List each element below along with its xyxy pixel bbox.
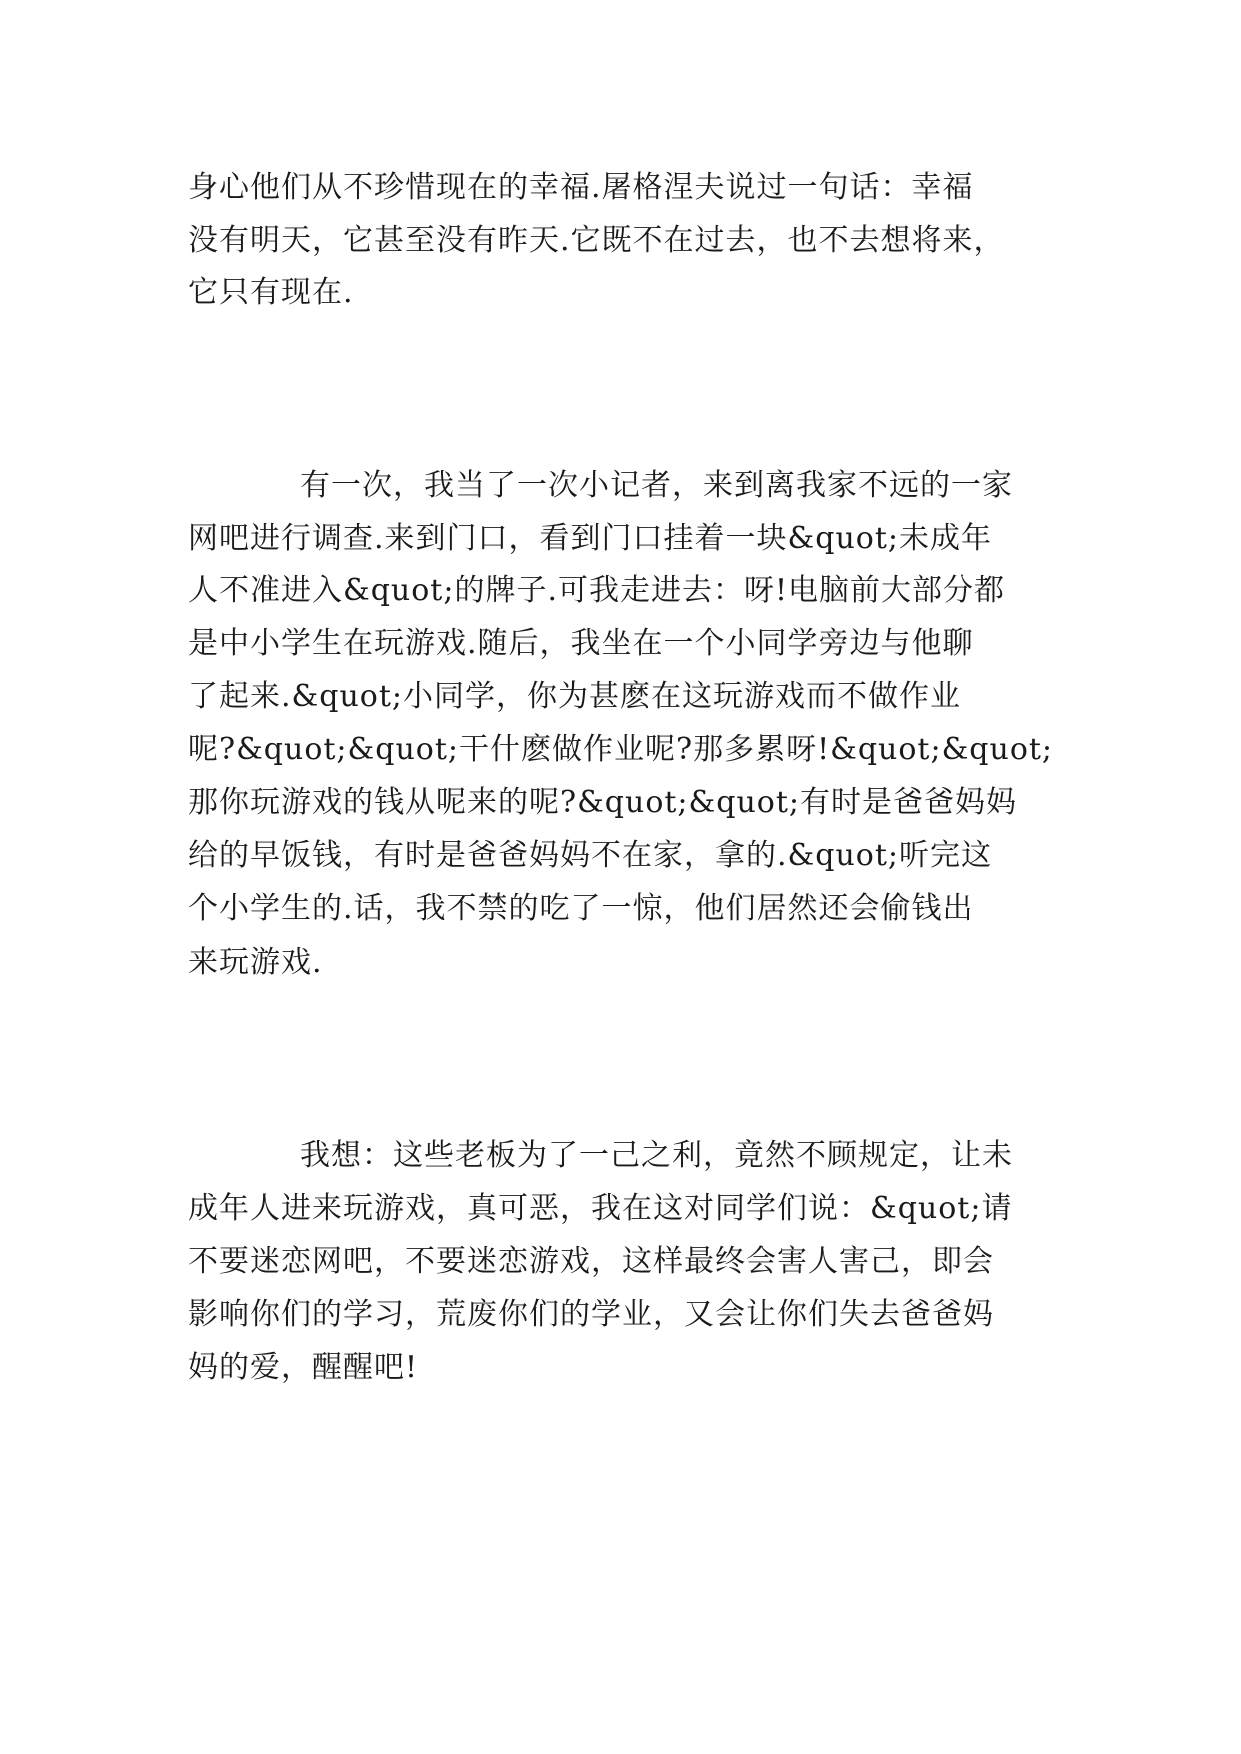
text-line: 有一次，我当了一次小记者，来到离我家不远的一家 xyxy=(300,468,1013,503)
text-line: 影响你们的学习，荒废你们的学业，又会让你们失去爸爸妈 xyxy=(188,1297,994,1332)
text-line: 不要迷恋网吧，不要迷恋游戏，这样最终会害人害己，即会 xyxy=(188,1244,994,1279)
text-line: 成年人进来玩游戏，真可恶，我在这对同学们说：&quot;请 xyxy=(188,1191,1013,1226)
text-line: 那你玩游戏的钱从呢来的呢?&quot;&quot;有时是爸爸妈妈 xyxy=(188,785,1017,820)
text-line: 是中小学生在玩游戏.随后，我坐在一个小同学旁边与他聊 xyxy=(188,626,974,661)
text-line: 个小学生的.话，我不禁的吃了一惊，他们居然还会偷钱出 xyxy=(188,891,974,926)
text-line: 呢?&quot;&quot;干什麽做作业呢?那多累呀!&quot;&quot; xyxy=(188,732,1054,767)
text-line: 来玩游戏. xyxy=(188,945,323,980)
text-line: 它只有现在. xyxy=(188,275,354,310)
text-line: 网吧进行调查.来到门口，看到门口挂着一块&quot;未成年 xyxy=(188,521,992,556)
text-line: 妈的爱，醒醒吧! xyxy=(188,1350,419,1385)
text-line: 了起来.&quot;小同学，你为甚麽在这玩游戏而不做作业 xyxy=(188,679,961,714)
text-line: 身心他们从不珍惜现在的幸福.屠格涅夫说过一句话：幸福 xyxy=(188,170,974,205)
text-line: 我想：这些老板为了一己之利，竟然不顾规定，让未 xyxy=(300,1138,1013,1173)
text-line: 给的早饭钱，有时是爸爸妈妈不在家，拿的.&quot;听完这 xyxy=(188,838,992,873)
text-line: 人不准进入&quot;的牌子.可我走进去：呀!电脑前大部分都 xyxy=(188,573,1006,608)
text-line: 没有明天，它甚至没有昨天.它既不在过去，也不去想将来， xyxy=(188,223,1005,258)
